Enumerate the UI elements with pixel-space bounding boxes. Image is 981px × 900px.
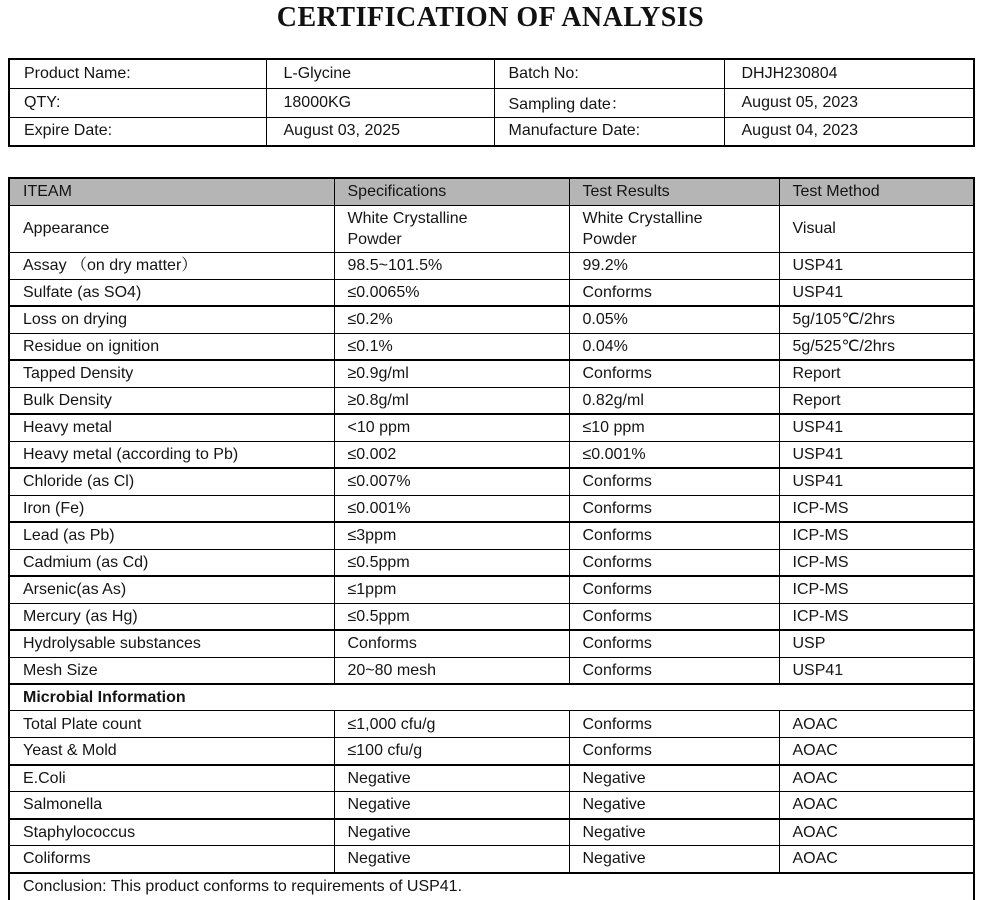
cell-test-result: ≤0.001% <box>569 441 779 468</box>
table-row <box>9 630 974 657</box>
product-name-label: Product Name: <box>9 59 266 88</box>
cell-specification: ≤0.5ppm <box>334 549 569 576</box>
cell-item: Bulk Density <box>9 387 334 414</box>
table-row <box>9 279 974 306</box>
cell-test-result: Conforms <box>569 711 779 738</box>
table-row <box>9 414 974 441</box>
table-row <box>9 306 974 333</box>
cell-test-result: Conforms <box>569 279 779 306</box>
info-row <box>9 59 974 88</box>
product-info-table <box>8 58 975 147</box>
cell-specification: 20~80 mesh <box>334 657 569 684</box>
cell-test-method: Visual <box>779 205 974 252</box>
col-header-specifications: Specifications <box>334 178 569 205</box>
microbial-section-row <box>9 684 974 711</box>
cell-specification: ≤1ppm <box>334 576 569 603</box>
cell-specification: Negative <box>334 792 569 819</box>
cell-test-method: ICP-MS <box>779 576 974 603</box>
cell-test-result: Negative <box>569 846 779 873</box>
cell-test-method: USP41 <box>779 252 974 279</box>
cell-specification: ≤0.001% <box>334 495 569 522</box>
table-row <box>9 495 974 522</box>
cell-item: Assay （on dry matter） <box>9 252 334 279</box>
cell-test-result: Conforms <box>569 738 779 765</box>
batch-no-label: Batch No: <box>494 59 724 88</box>
cell-test-result: Negative <box>569 819 779 846</box>
cell-specification: ≤0.2% <box>334 306 569 333</box>
table-row <box>9 819 974 846</box>
analysis-results-table <box>8 177 975 900</box>
cell-test-result: Conforms <box>569 657 779 684</box>
table-row <box>9 657 974 684</box>
cell-test-method: AOAC <box>779 819 974 846</box>
cell-test-method: USP <box>779 630 974 657</box>
col-header-test-results: Test Results <box>569 178 779 205</box>
cell-test-result: 99.2% <box>569 252 779 279</box>
cell-test-method: AOAC <box>779 792 974 819</box>
qty-value: 18000KG <box>266 88 494 117</box>
cell-item: Sulfate (as SO4) <box>9 279 334 306</box>
qty-label: QTY: <box>9 88 266 117</box>
cell-specification: ≤0.002 <box>334 441 569 468</box>
cell-specification: <10 ppm <box>334 414 569 441</box>
cell-test-result: ≤10 ppm <box>569 414 779 441</box>
cell-specification: ≥0.8g/ml <box>334 387 569 414</box>
sampling-date-value: August 05, 2023 <box>724 88 974 117</box>
cell-item: Hydrolysable substances <box>9 630 334 657</box>
table-row <box>9 205 974 252</box>
cell-item: Lead (as Pb) <box>9 522 334 549</box>
header-row <box>9 178 974 205</box>
cell-specification: Negative <box>334 765 569 792</box>
expire-date-value: August 03, 2025 <box>266 117 494 146</box>
cell-item: Residue on ignition <box>9 333 334 360</box>
cell-test-result: Conforms <box>569 360 779 387</box>
cell-test-method: ICP-MS <box>779 549 974 576</box>
table-row <box>9 468 974 495</box>
batch-no-value: DHJH230804 <box>724 59 974 88</box>
col-header-iteam: ITEAM <box>9 178 334 205</box>
table-row <box>9 711 974 738</box>
cell-item: Coliforms <box>9 846 334 873</box>
table-row <box>9 252 974 279</box>
cell-item: Staphylococcus <box>9 819 334 846</box>
cell-test-method: Report <box>779 360 974 387</box>
cell-test-method: AOAC <box>779 711 974 738</box>
cell-test-result: Conforms <box>569 576 779 603</box>
cell-test-result: Conforms <box>569 468 779 495</box>
cell-specification: ≤0.007% <box>334 468 569 495</box>
certificate-document <box>0 2 981 900</box>
cell-test-result: 0.04% <box>569 333 779 360</box>
cell-test-method: USP41 <box>779 468 974 495</box>
cell-specification: ≤3ppm <box>334 522 569 549</box>
table-row <box>9 603 974 630</box>
cell-specification: ≤1,000 cfu/g <box>334 711 569 738</box>
info-row <box>9 88 974 117</box>
cell-item: Total Plate count <box>9 711 334 738</box>
expire-date-label: Expire Date: <box>9 117 266 146</box>
cell-specification: Negative <box>334 819 569 846</box>
cell-specification: 98.5~101.5% <box>334 252 569 279</box>
cell-item: Heavy metal (according to Pb) <box>9 441 334 468</box>
cell-item: Loss on drying <box>9 306 334 333</box>
cell-item: Salmonella <box>9 792 334 819</box>
cell-specification: Negative <box>334 846 569 873</box>
cell-test-method: USP41 <box>779 414 974 441</box>
cell-specification: ≤100 cfu/g <box>334 738 569 765</box>
table-row <box>9 576 974 603</box>
table-row <box>9 792 974 819</box>
cell-item: Cadmium (as Cd) <box>9 549 334 576</box>
cell-specification: ≤0.1% <box>334 333 569 360</box>
table-row <box>9 360 974 387</box>
cell-test-method: 5g/105℃/2hrs <box>779 306 974 333</box>
table-row <box>9 549 974 576</box>
cell-item: Mesh Size <box>9 657 334 684</box>
cell-test-method: Report <box>779 387 974 414</box>
cell-test-method: AOAC <box>779 846 974 873</box>
col-header-test-method: Test Method <box>779 178 974 205</box>
cell-test-result: Conforms <box>569 522 779 549</box>
cell-item: E.Coli <box>9 765 334 792</box>
table-row <box>9 846 974 873</box>
cell-specification: White Crystalline Powder <box>334 205 569 252</box>
manufacture-date-label: Manufacture Date: <box>494 117 724 146</box>
cell-test-result: 0.05% <box>569 306 779 333</box>
cell-item: Tapped Density <box>9 360 334 387</box>
cell-specification: ≥0.9g/ml <box>334 360 569 387</box>
cell-item: Yeast & Mold <box>9 738 334 765</box>
cell-test-result: Conforms <box>569 495 779 522</box>
cell-test-method: AOAC <box>779 765 974 792</box>
cell-item: Appearance <box>9 205 334 252</box>
cell-item: Mercury (as Hg) <box>9 603 334 630</box>
cell-test-method: AOAC <box>779 738 974 765</box>
cell-item: Heavy metal <box>9 414 334 441</box>
table-row <box>9 765 974 792</box>
cell-test-method: ICP-MS <box>779 522 974 549</box>
cell-specification: ≤0.5ppm <box>334 603 569 630</box>
cell-test-result: 0.82g/ml <box>569 387 779 414</box>
conclusion-row <box>9 873 974 900</box>
cell-test-method: USP41 <box>779 657 974 684</box>
manufacture-date-value: August 04, 2023 <box>724 117 974 146</box>
product-name-value: L-Glycine <box>266 59 494 88</box>
cell-test-result: Conforms <box>569 630 779 657</box>
table-row <box>9 522 974 549</box>
cell-test-method: 5g/525℃/2hrs <box>779 333 974 360</box>
cell-item: Arsenic(as As) <box>9 576 334 603</box>
cell-test-method: ICP-MS <box>779 603 974 630</box>
cell-test-method: USP41 <box>779 441 974 468</box>
cell-test-result: Conforms <box>569 549 779 576</box>
table-row <box>9 387 974 414</box>
page-title: CERTIFICATION OF ANALYSIS <box>276 2 705 33</box>
table-row <box>9 738 974 765</box>
info-row <box>9 117 974 146</box>
table-row <box>9 441 974 468</box>
cell-test-method: USP41 <box>779 279 974 306</box>
conclusion-text: Conclusion: This product conforms to requirements of USP41. <box>9 873 974 900</box>
cell-test-method: ICP-MS <box>779 495 974 522</box>
cell-test-result: Negative <box>569 792 779 819</box>
cell-specification: ≤0.0065% <box>334 279 569 306</box>
cell-test-result: Conforms <box>569 603 779 630</box>
sampling-date-label: Sampling date： <box>494 88 724 117</box>
cell-specification: Conforms <box>334 630 569 657</box>
microbial-section-label: Microbial Information <box>9 684 974 711</box>
cell-test-result: Negative <box>569 765 779 792</box>
cell-item: Iron (Fe) <box>9 495 334 522</box>
cell-test-result: White Crystalline Powder <box>569 205 779 252</box>
table-row <box>9 333 974 360</box>
cell-item: Chloride (as Cl) <box>9 468 334 495</box>
